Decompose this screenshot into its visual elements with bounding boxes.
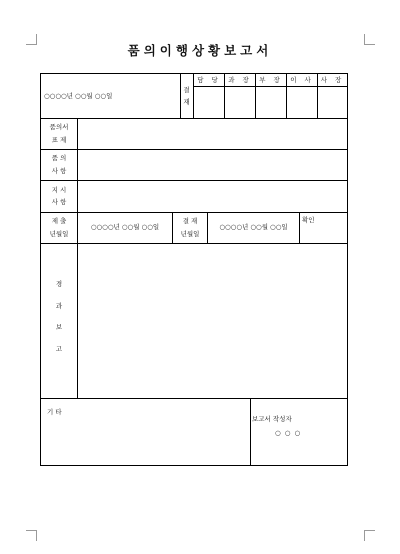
approver-president: 사 장 bbox=[320, 75, 345, 84]
document-title: 품의이행상황보고서 bbox=[127, 43, 273, 58]
pumui-title-label: 품의서 표 제 bbox=[49, 123, 69, 144]
pumui-title-field[interactable] bbox=[78, 119, 347, 149]
crop-mark-bottom-left bbox=[26, 530, 37, 541]
instruction-field[interactable] bbox=[78, 181, 347, 212]
approver-director: 이 사 bbox=[290, 75, 314, 84]
approver-section-chief: 과 장 bbox=[228, 75, 252, 84]
other-field[interactable] bbox=[42, 419, 250, 466]
submit-date-label: 제 출 년월일 bbox=[49, 217, 69, 238]
pumui-matter-field[interactable] bbox=[78, 150, 347, 180]
approver-staff: 담 당 bbox=[197, 75, 221, 84]
crop-mark-bottom-right bbox=[364, 530, 375, 541]
pumui-matter-label: 품 의 사 항 bbox=[51, 154, 67, 175]
confirm-box[interactable] bbox=[300, 228, 347, 243]
signature-box-department-head[interactable] bbox=[256, 87, 286, 118]
signature-box-president[interactable] bbox=[318, 87, 347, 118]
signature-box-section-chief[interactable] bbox=[225, 87, 255, 118]
decision-date-value[interactable]: ○○○○년 ○○월 ○○일 bbox=[219, 223, 288, 232]
report-form bbox=[40, 73, 348, 466]
signature-box-staff[interactable] bbox=[194, 87, 224, 118]
progress-report-label: 경 과 보 고 bbox=[55, 280, 63, 353]
decision-date-label: 결 재 년월일 bbox=[180, 217, 200, 238]
approval-label: 결 재 bbox=[183, 85, 190, 106]
approver-department-head: 부 장 bbox=[259, 75, 283, 84]
other-label: 기 타 bbox=[47, 408, 62, 416]
report-date: ○○○○년 ○○월 ○○일 bbox=[44, 91, 113, 100]
signature-box-director[interactable] bbox=[287, 87, 317, 118]
writer-name[interactable]: ○ ○ ○ bbox=[275, 429, 302, 437]
writer-label: 보고서 작성자 bbox=[252, 415, 292, 423]
confirm-label: 확인 bbox=[302, 215, 315, 224]
submit-date-value[interactable]: ○○○○년 ○○월 ○○일 bbox=[90, 223, 160, 232]
progress-report-field[interactable] bbox=[78, 244, 347, 398]
instruction-label: 지 시 사 항 bbox=[51, 185, 67, 206]
